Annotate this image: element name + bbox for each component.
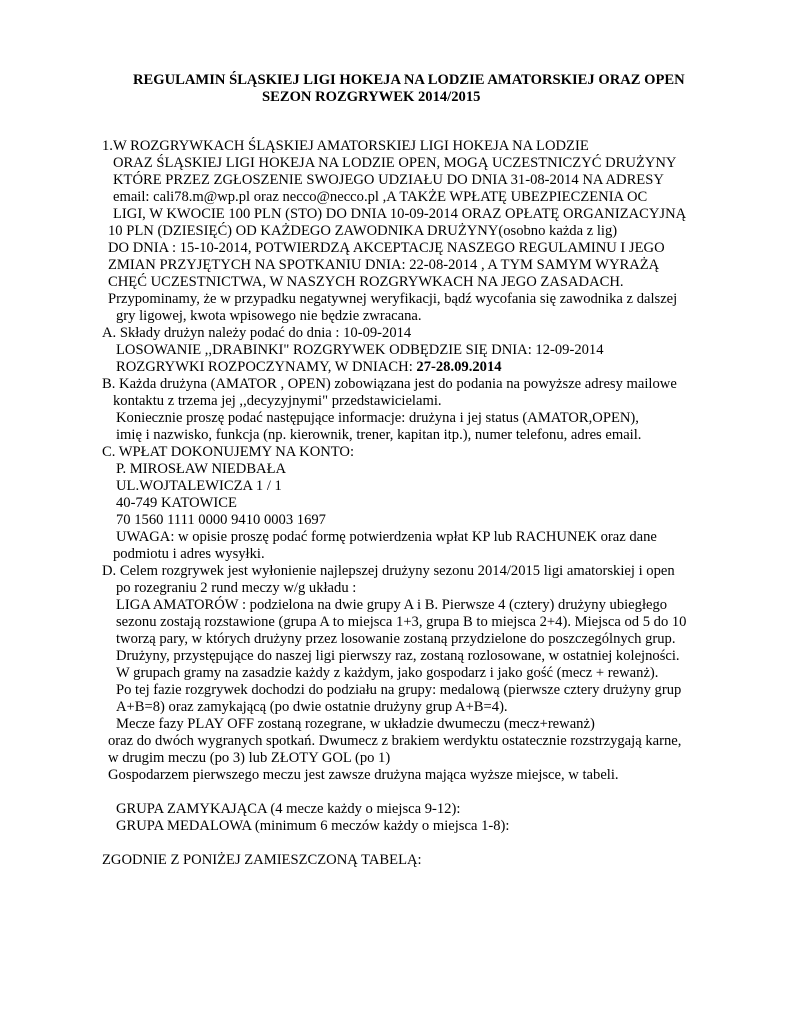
section-d-line: A+B=8) oraz zamykającą (po dwie ostatnie drużyny grup A+B=4). <box>116 699 508 715</box>
section-d-line: w drugim meczu (po 3) lub ZŁOTY GOL (po 1) <box>108 750 391 766</box>
section-c-line: UWAGA: w opisie proszę podać formę potwierdzenia wpłat KP lub RACHUNEK oraz dane <box>116 529 657 545</box>
section-1-line: ORAZ ŚLĄSKIEJ LIGI HOKEJA NA LODZIE OPEN, MOGĄ UCZESTNICZYĆ DRUŻYNY <box>113 155 677 171</box>
account-holder: P. MIROSŁAW NIEDBAŁA <box>116 461 287 477</box>
document-title-line-1: REGULAMIN ŚLĄSKIEJ LIGI HOKEJA NA LODZIE AMATORSKIEJ ORAZ OPEN <box>133 72 685 88</box>
start-date-value: 27-28.09.2014 <box>416 359 502 375</box>
section-d-line: Gospodarzem pierwszego meczu jest zawsze drużyna mająca wyższe miejsce, w tabeli. <box>108 767 619 783</box>
closing-group-heading: GRUPA ZAMYKAJĄCA (4 mecze każdy o miejsca 9-12): <box>116 801 461 817</box>
section-c-line: podmiotu i adres wysyłki. <box>113 546 265 562</box>
section-d-line: oraz do dwóch wygranych spotkań. Dwumecz z brakiem werdyktu ostatecznie rozstrzygają karne, <box>108 733 682 749</box>
account-city: 40-749 KATOWICE <box>116 495 237 511</box>
section-b-line: imię i nazwisko, funkcja (np. kierownik, trener, kapitan itp.), numer telefonu, adres email. <box>116 427 642 443</box>
section-1-line: KTÓRE PRZEZ ZGŁOSZENIE SWOJEGO UDZIAŁU DO DNIA 31-08-2014 NA ADRESY <box>113 172 664 188</box>
section-1-line: 1.W ROZGRYWKACH ŚLĄSKIEJ AMATORSKIEJ LIGI HOKEJA NA LODZIE <box>102 138 589 154</box>
section-d-line: W grupach gramy na zasadzie każdy z każdym, jako gospodarz i jako gość (mecz + rewanż). <box>116 665 659 681</box>
section-a-start-date-line <box>116 359 502 376</box>
section-d-line: tworzą pary, w których drużyny przez losowanie zostaną przydzielone do poszczególnych grup. <box>116 631 676 647</box>
section-d-line: Po tej fazie rozgrywek dochodzi do podziału na grupy: medalową (pierwsze cztery drużyny grup <box>116 682 682 698</box>
section-1-email-line: email: cali78.m@wp.pl oraz necco@necco.pl ,A TAKŻE WPŁATĘ UBEZPIECZENIA OC <box>113 189 648 205</box>
section-1-line: Przypominamy, że w przypadku negatywnej weryfikacji, bądź wycofania się zawodnika z dalszej <box>108 291 678 307</box>
section-a-line: A. Składy drużyn należy podać do dnia : 10-09-2014 <box>102 325 412 341</box>
section-d-line: sezonu zostają rozstawione (grupa A to miejsca 1+3, grupa B to miejsca 2+4). Miejsca od 5 do 10 <box>116 614 687 630</box>
section-d-line: Drużyny, przystępujące do naszej ligi pierwszy raz, zostaną rozlosowane, w ostatniej kolejności. <box>116 648 680 664</box>
section-a-line: LOSOWANIE ,,DRABINKI" ROZGRYWEK ODBĘDZIE SIĘ DNIA: 12-09-2014 <box>116 342 604 358</box>
section-b-line: B. Każda drużyna (AMATOR , OPEN) zobowiązana jest do podania na powyższe adresy mailowe <box>102 376 677 392</box>
account-street: UL.WOJTALEWICZA 1 / 1 <box>116 478 282 494</box>
table-reference-line: ZGODNIE Z PONIŻEJ ZAMIESZCZONĄ TABELĄ: <box>102 852 422 868</box>
section-c-line: C. WPŁAT DOKONUJEMY NA KONTO: <box>102 444 355 460</box>
section-1-line: 10 PLN (DZIESIĘĆ) OD KAŻDEGO ZAWODNIKA DRUŻYNY(osobno każda z lig) <box>108 223 618 239</box>
medal-group-heading: GRUPA MEDALOWA (minimum 6 meczów każdy o miejsca 1-8): <box>116 818 510 834</box>
start-date-label: ROZGRYWKI ROZPOCZYNAMY, W DNIACH: <box>116 359 417 375</box>
section-d-line: D. Celem rozgrywek jest wyłonienie najlepszej drużyny sezonu 2014/2015 ligi amatorskiej i open <box>102 563 675 579</box>
document-title-line-2: SEZON ROZGRYWEK 2014/2015 <box>262 89 481 105</box>
section-d-line: Mecze fazy PLAY OFF zostaną rozegrane, w układzie dwumeczu (mecz+rewanż) <box>116 716 595 732</box>
account-number: 70 1560 1111 0000 9410 0003 1697 <box>116 512 326 528</box>
section-b-line: Koniecznie proszę podać następujące informacje: drużyna i jej status (AMATOR,OPEN), <box>116 410 639 426</box>
section-1-line: LIGI, W KWOCIE 100 PLN (STO) DO DNIA 10-09-2014 ORAZ OPŁATĘ ORGANIZACYJNĄ <box>113 206 687 222</box>
section-d-line: po rozegraniu 2 rund meczy w/g układu : <box>116 580 357 596</box>
section-1-line: gry ligowej, kwota wpisowego nie będzie zwracana. <box>116 308 422 324</box>
section-b-line: kontaktu z trzema jej ,,decyzyjnymi" przedstawicielami. <box>113 393 442 409</box>
section-1-line: ZMIAN PRZYJĘTYCH NA SPOTKANIU DNIA: 22-08-2014 , A TYM SAMYM WYRAŻĄ <box>108 257 660 273</box>
section-1-line: CHĘĆ UCZESTNICTWA, W NASZYCH ROZGRYWKACH NA JEGO ZASADACH. <box>108 274 624 290</box>
section-1-line: DO DNIA : 15-10-2014, POTWIERDZĄ AKCEPTACJĘ NASZEGO REGULAMINU I JEGO <box>108 240 665 256</box>
section-d-line: LIGA AMATORÓW : podzielona na dwie grupy A i B. Pierwsze 4 (cztery) drużyny ubiegłego <box>116 597 668 613</box>
